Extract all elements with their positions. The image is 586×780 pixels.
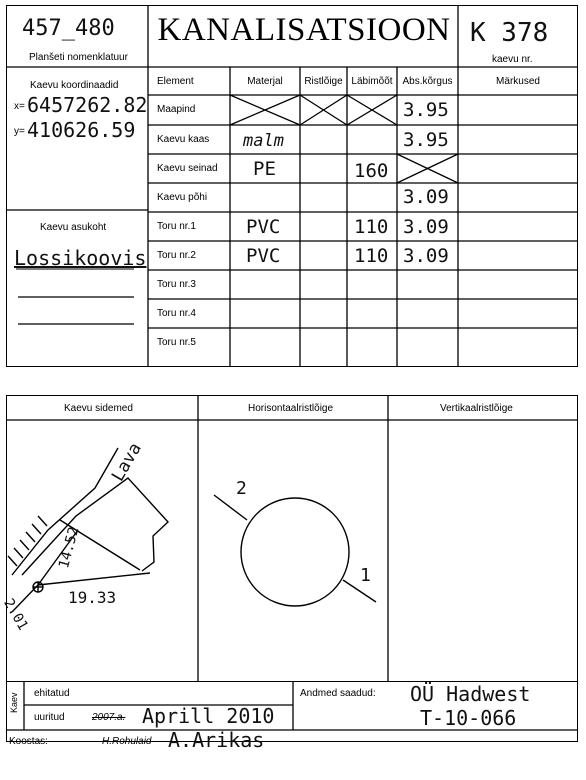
row-label: Toru nr.4 — [157, 308, 196, 319]
sheet-label: Planšeti nomenklatuur — [29, 52, 128, 63]
location-value: Lossikoovis — [14, 246, 147, 270]
row-label: Kaevu põhi — [157, 192, 208, 203]
pipe-1-label: 1 — [360, 565, 371, 586]
col-header-element: Element — [157, 76, 194, 87]
row-label: Toru nr.3 — [157, 279, 196, 290]
dimension-1: 14.52 — [56, 525, 83, 571]
row-label: Toru nr.2 — [157, 250, 196, 261]
footer-side-label: Kaev — [9, 692, 19, 713]
cell-diameter: 110 — [354, 245, 389, 267]
cell-material: PE — [253, 158, 276, 180]
uuritud-struck: 2007.a. — [92, 712, 126, 723]
row-label: Maapind — [157, 104, 196, 115]
col-header-abs: Abs.kõrgus — [402, 76, 453, 87]
dimension-2: 19.33 — [68, 588, 117, 607]
cell-material: PVC — [246, 216, 281, 238]
row-label: Kaevu kaas — [157, 134, 210, 145]
sketch-word: Lava — [108, 439, 146, 485]
location-label: Kaevu asukoht — [40, 222, 107, 233]
andmed-label: Andmed saadud: — [300, 688, 376, 699]
row-label: Kaevu seinad — [157, 163, 218, 174]
row-label: Toru nr.5 — [157, 337, 196, 348]
vertikaal-label: Vertikaalristlõige — [440, 403, 513, 414]
page-title: KANALISATSIOON — [157, 12, 451, 48]
coord-x-value: 6457262.82 — [27, 93, 148, 117]
koostas-label: Koostas: — [9, 736, 48, 747]
koostas-struck: H.Rohulaid — [102, 736, 152, 747]
horisontaal-label: Horisontaalristlõige — [248, 403, 334, 414]
cell-abs: 3.09 — [403, 245, 449, 267]
cell-diameter: 160 — [354, 160, 389, 182]
col-header-material: Materjal — [247, 76, 283, 87]
andmed-value-1: OÜ Hadwest — [410, 682, 531, 706]
sidemed-label: Kaevu sidemed — [64, 403, 133, 414]
ehitatud-label: ehitatud — [34, 688, 70, 699]
col-header-section: Ristlõige — [304, 76, 343, 87]
well-number: K 378 — [470, 18, 549, 48]
cell-abs: 3.09 — [403, 216, 449, 238]
dimension-3: 2.01 — [0, 596, 31, 634]
koostas-value: A.Arikas — [168, 728, 265, 752]
coords-label: Kaevu koordinaadid — [30, 80, 119, 91]
sheet-number: 457_480 — [22, 16, 115, 41]
andmed-value-2: T-10-066 — [420, 706, 517, 730]
cell-abs: 3.09 — [403, 186, 449, 208]
coord-y-prefix: y= — [14, 126, 25, 137]
cell-abs: 3.95 — [403, 129, 449, 151]
well-number-label: kaevu nr. — [492, 54, 533, 65]
cell-material: malm — [243, 131, 284, 151]
cell-diameter: 110 — [354, 216, 389, 238]
row-label: Toru nr.1 — [157, 221, 196, 232]
coord-x-prefix: x= — [14, 101, 25, 112]
uuritud-value: Aprill 2010 — [142, 704, 275, 728]
cell-material: PVC — [246, 245, 281, 267]
coord-y-value: 410626.59 — [27, 118, 136, 142]
col-header-notes: Märkused — [496, 76, 540, 87]
cell-abs: 3.95 — [403, 99, 449, 121]
uuritud-label: uuritud — [34, 712, 65, 723]
pipe-2-label: 2 — [236, 478, 247, 499]
col-header-diameter: Läbimõõt — [351, 76, 393, 87]
